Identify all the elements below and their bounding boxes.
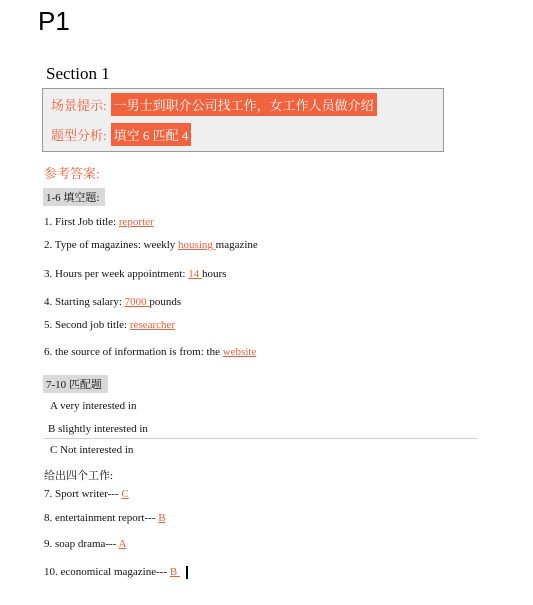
match-section-tag: 7-10 匹配题 <box>43 375 108 393</box>
option-item: A very interested in <box>50 400 137 412</box>
fill-section-tag: 1-6 填空题: <box>43 188 105 206</box>
answer-text: 14 <box>188 268 202 280</box>
answer-text: A <box>118 538 127 550</box>
section-title: Section 1 <box>46 64 110 83</box>
scene-row <box>51 93 377 116</box>
fill-item: 6. the source of information is from: the website <box>44 346 257 358</box>
type-text: 填空 6 匹配 4 <box>111 123 192 146</box>
answer-text: housing <box>178 239 216 251</box>
match-item: 7. Sport writer--- C <box>44 488 129 500</box>
reference-answer-title: 参考答案: <box>44 166 100 181</box>
match-item: 9. soap drama--- A <box>44 538 127 550</box>
page-title: P1 <box>38 6 70 36</box>
answer-text: reporter <box>118 216 154 228</box>
answer-text: website <box>222 346 257 358</box>
divider <box>44 438 478 439</box>
match-item: 10. economical magazine--- B <box>44 566 188 579</box>
fill-item: 1. First Job title: reporter <box>44 216 154 228</box>
type-label: 题型分析: <box>51 128 107 143</box>
text-cursor <box>186 566 188 579</box>
option-item: B slightly interested in <box>48 423 148 435</box>
type-row <box>51 123 191 146</box>
fill-item: 4. Starting salary: 7000 pounds <box>44 296 182 308</box>
scene-info-box <box>42 88 444 152</box>
fill-item: 3. Hours per week appointment: 14 hours <box>44 268 227 280</box>
fill-item: 2. Type of magazines: weekly housing magazine <box>44 239 258 251</box>
answer-text: researcher <box>129 319 176 331</box>
answer-text: C <box>121 488 129 500</box>
match-item: 8. entertainment report--- B <box>44 512 166 524</box>
answer-text: B <box>169 566 180 579</box>
answer-text: 7000 <box>124 296 150 308</box>
scene-text: 一男士到职介公司找工作，女工作人员做介绍 <box>111 93 377 116</box>
given-jobs-label: 给出四个工作: <box>44 470 114 482</box>
option-item: C Not interested in <box>50 444 134 456</box>
fill-item: 5. Second job title: researcher <box>44 319 176 331</box>
answer-text: B <box>158 512 166 524</box>
scene-label: 场景提示: <box>51 98 107 113</box>
